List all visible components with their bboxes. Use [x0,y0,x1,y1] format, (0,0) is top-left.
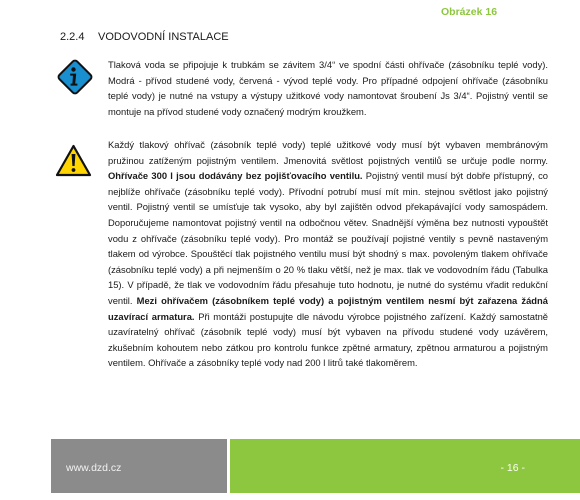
page-number: - 16 - [500,462,525,474]
footer-left-bar [51,439,227,493]
section-heading [60,31,229,43]
section-title: VODOVODNÍ INSTALACE [98,31,229,43]
paragraph-text: Každý tlakový ohřívač (zásobník teplé vody) teplé užitkové vody musí být vybaven membránovým pružinou zatíženým pojistným ventilem. Jmenovitá světlost pojistných ventilů se určuje podle normy. [108,139,548,166]
paragraph-water-connection: Tlaková voda se připojuje k trubkám se závitem 3/4“ ve spodní části ohřívače (zásobníku teplé vody). Modrá - přívod studené vody, červená - vývod teplé vody. Pro případné odpojení ohřívače (zásobníku teplé vody) je nutné na vstupy a výstupy užitkové vody namontovat šroubení Js 3/4“. Pojistný ventil se montuje na přívod studené vody označený modrým kroužkem. [108,59,548,117]
figure-label: Obrázek 16 [441,6,498,18]
paragraph-bold-text: Mezi ohřívačem (zásobníkem teplé vody) a pojistným ventilem nesmí být zařazena žádná uzavírací armatura. [108,294,548,322]
info-icon [57,59,93,95]
paragraph-text: Při montáži postupujte dle návodu výrobce pojistného zařízení. Každý samostatně uzavíratelný ohřívač (zásobník teplé vody) musí být vybaven na přívodu studené vody uzávěrem, zkušebním kohoutem nebo zátkou pro kontrolu funkce zpětné armatury, zpětnou armaturou a pojistným ventilem. Ohřívače a zásobníky teplé vody nad 200 l litrů také tlakoměrem. [108,310,549,369]
footer-right-bar [230,439,580,493]
warning-icon [55,144,92,177]
paragraph-safety-valve [108,137,548,371]
paragraph-text: Pojistný ventil musí být dobře přístupný, co nejblíže ohřívače (zásobníku teplé vody). Přívodní potrubí musí mít min. stejnou světlost jako pojistný ventil. Pojistný ventil se umísťuje tak vysoko, aby byl zajištěn odvod překapávající vody samospádem. Doporučujeme namontovat pojistný ventil na odbočnou větev. Snadnější výměna bez nutnosti vypouštět vodu z ohřívače (zásobníku teplé vody). Pro montáž se používají pojistné ventily s pevně nastaveným tlakem od výrobce. Spouštěcí tlak pojistného ventilu musí být shodný s max. povoleným tlakem ohřívače (zásobníku teplé vody) a při nejmenším o 20 % tlaku větší, než je max. tlak ve vodovodním řádu (Tabulka 15). V případě, že tlak ve vodovodním řádu přesahuje tuto hodnotu, je nutné do systému vřadit redukční ventil. [108,170,548,306]
paragraph-bold-text: Ohřívače 300 l jsou dodávány bez pojišťovacího ventilu. [108,170,363,182]
section-number: 2.2.4 [60,31,85,43]
footer-url: www.dzd.cz [66,462,122,474]
